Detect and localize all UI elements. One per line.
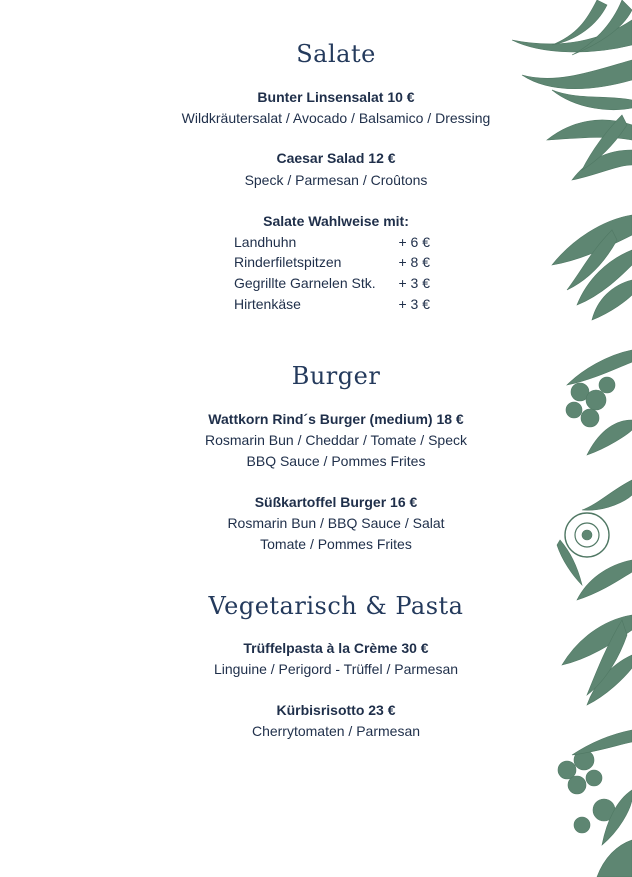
item-name: Bunter Linsensalat 10 €	[257, 89, 415, 105]
section-title-salate: Salate	[296, 40, 376, 68]
addon-name: Gegrillte Garnelen Stk.	[234, 275, 376, 291]
item-description: BBQ Sauce / Pommes Frites	[246, 453, 426, 469]
addon-price: + 8 €	[398, 254, 430, 270]
section-title-burger: Burger	[291, 362, 381, 390]
addon-name: Landhuhn	[234, 234, 297, 250]
addon-price: + 6 €	[398, 234, 430, 250]
item-description: Rosmarin Bun / Cheddar / Tomate / Speck	[205, 432, 467, 448]
addon-price: + 3 €	[398, 296, 430, 312]
item-name: Kürbisrisotto 23 €	[276, 702, 396, 718]
addon-price: + 3 €	[398, 275, 430, 291]
item-description: Linguine / Perigord - Trüffel / Parmesan	[213, 661, 459, 677]
item-description: Speck / Parmesan / Croûtons	[244, 172, 428, 188]
addon-name: Hirtenkäse	[234, 296, 301, 312]
item-name: Caesar Salad 12 €	[276, 150, 396, 166]
addon-name: Rinderfiletspitzen	[234, 254, 342, 270]
addons-heading: Salate Wahlweise mit:	[263, 213, 409, 229]
item-description: Tomate / Pommes Frites	[260, 536, 412, 552]
item-description: Wildkräutersalat / Avocado / Balsamico / Dressing	[181, 110, 491, 126]
item-name: Süßkartoffel Burger 16 €	[254, 494, 418, 510]
item-name: Trüffelpasta à la Crème 30 €	[243, 640, 429, 656]
item-description: Rosmarin Bun / BBQ Sauce / Salat	[227, 515, 445, 531]
section-title-vegetarisch-pasta: Vegetarisch & Pasta	[208, 592, 464, 620]
item-name: Wattkorn Rind´s Burger (medium) 18 €	[208, 411, 464, 427]
item-description: Cherrytomaten / Parmesan	[251, 723, 421, 739]
